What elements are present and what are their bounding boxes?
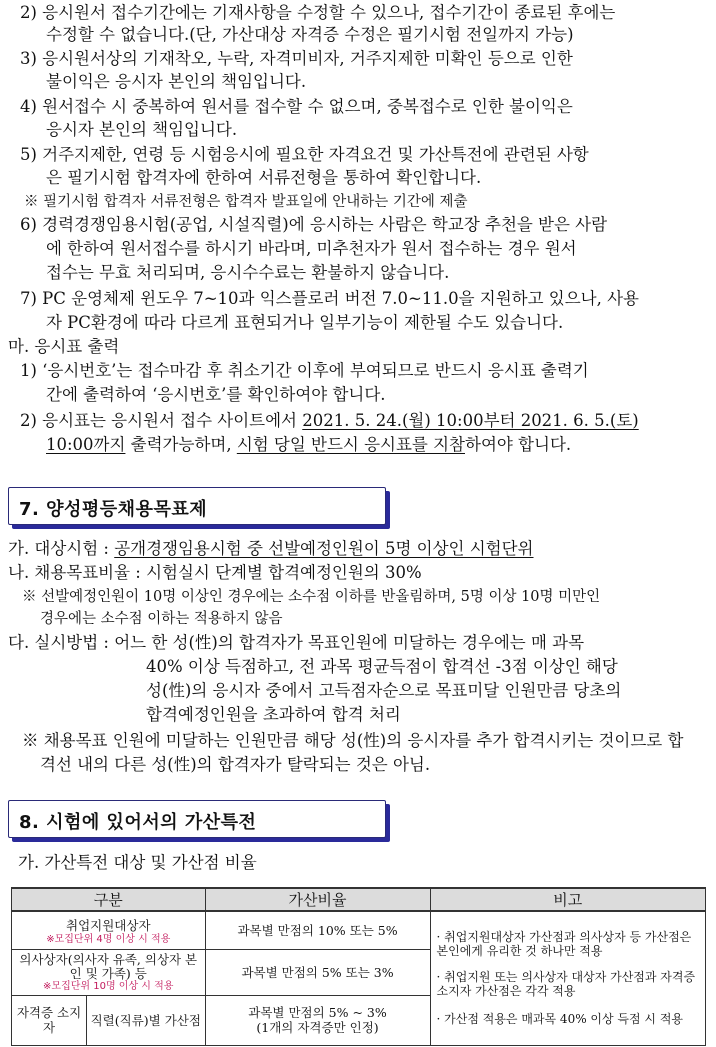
print-item-2-text-b: 출력가능하며,: [125, 435, 237, 454]
table-row: [12, 911, 706, 949]
item-7-line-2: 자 PC환경에 따라 다르게 표현되거나 일부기능이 제한될 수도 있습니다.: [46, 313, 564, 332]
section-ma-heading: 마. 응시표 출력: [8, 337, 120, 356]
section-7-note-2: 격선 내의 다른 성(性)의 합격자가 탈락되는 것은 아님.: [40, 755, 431, 774]
target-ratio-line: 나. 채용목표비율 : 시험실시 단계별 합격예정인원의 30%: [8, 563, 422, 582]
col-header-rate: 가산비율: [205, 888, 430, 911]
section-7-title: 7. 양성평등채용목표제: [19, 499, 208, 520]
method-line-1: 다. 실시방법 : 어느 한 성(性)의 합격자가 목표인원에 미달하는 경우에는 매 과목: [8, 633, 585, 652]
item-7-line-1: 7) PC 운영체제 윈도우 7~10과 익스플로러 버전 7.0~11.0을 지원하고 있으나, 사용: [20, 289, 639, 308]
print-item-2-line-1: [20, 410, 639, 432]
item-6-line-1: 6) 경력경쟁임용시험(공업, 시설직렬)에 응시하는 사람은 학교장 추천을 받은 사람: [20, 215, 608, 234]
target-exam-value: 공개경쟁임용시험 중 선발예정인원이 5명 이상인 시험단위: [114, 539, 534, 558]
remark-3: · 가산점 적용은 매과목 40% 이상 득점 시 적용: [436, 1012, 684, 1027]
print-period-end: 10:00까지: [46, 435, 126, 454]
col-header-category: 구분: [12, 888, 206, 911]
certificate-rate-note: (1개의 자격증만 인정): [256, 1020, 379, 1035]
ratio-note-1: ※ 선발예정인원이 10명 이상인 경우에는 소수점 이하를 반올림하며, 5명 이상 10명 미만인: [22, 589, 601, 605]
cell-remarks: [430, 911, 705, 1045]
cell-employment-support-rate: 과목별 만점의 10% 또는 5%: [205, 911, 430, 949]
remark-1: · 취업지원대상자 가산점과 의사상자 등 가산점은 본인에게 유리한 것 하나만 적용: [436, 930, 692, 959]
col-header-remarks: 비고: [430, 888, 705, 911]
item-5-line-1: 5) 거주지제한, 연령 등 시험응시에 필요한 자격요건 및 가산특전에 관련된 사항: [20, 145, 589, 164]
item-5-note: ※ 필기시험 합격자 서류전형은 합격자 발표일에 안내하는 기간에 제출: [24, 194, 468, 210]
section-7-header: [8, 487, 386, 525]
print-item-2-text-c: 하여야 합니다.: [465, 435, 572, 454]
certificate-rate-value: 과목별 만점의 5% ~ 3%: [248, 1005, 387, 1020]
item-3-line-1: 3) 응시원서상의 기재착오, 누락, 자격미비자, 거주지제한 미확인 등으로 인한: [20, 49, 573, 68]
item-2-line-2: 수정할 수 없습니다.(단, 가산대상 자격증 수정은 필기시험 전일까지 가능): [46, 25, 574, 44]
item-4-line-2: 응시자 본인의 책임입니다.: [46, 120, 238, 139]
print-item-1-line-1: 1) ‘응시번호’는 접수마감 후 취소기간 이후에 부여되므로 반드시 응시표 출력기: [20, 361, 589, 380]
method-line-3: 성(性)의 응시자 중에서 고득점자순으로 목표미달 인원만큼 당초의: [146, 681, 622, 700]
bonus-subheading: 가. 가산특전 대상 및 가산점 비율: [18, 853, 257, 872]
bring-admission-ticket: 시험 당일 반드시 응시표를 지참: [236, 435, 465, 454]
item-6-line-3: 접수는 무효 처리되며, 응시수수료는 환불하지 않습니다.: [46, 263, 450, 282]
target-exam-line: [8, 538, 534, 560]
method-line-4: 합격예정인원을 초과하여 합격 처리: [146, 705, 401, 724]
bonus-table: [11, 887, 706, 1046]
employment-support-label: 취업지원대상자: [66, 917, 151, 933]
section-7-note-1: ※ 채용목표 인원에 미달하는 인원만큼 해당 성(性)의 응시자를 추가 합격시키는 것이므로 합: [22, 731, 684, 750]
item-4-line-1: 4) 원서접수 시 중복하여 원서를 접수할 수 없으며, 중복접수로 인한 불이익은: [20, 97, 573, 116]
print-item-1-line-2: 간에 출력하여 ‘응시번호’를 확인하여야 합니다.: [46, 385, 386, 404]
cell-certificate-holder: 자격증 소지자: [12, 995, 87, 1045]
print-period-start: 2021. 5. 24.(월) 10:00부터 2021. 6. 5.(토): [302, 411, 639, 430]
cell-employment-support: [12, 911, 206, 949]
cell-certificate-rate: [205, 995, 430, 1045]
cell-injured-persons-rate: 과목별 만점의 5% 또는 3%: [205, 949, 430, 995]
remark-2: · 취업지원 또는 의사상자 대상자 가산점과 자격증 소지자 가산점은 각각 적용: [436, 970, 696, 999]
item-3-line-2: 불이익은 응시자 본인의 책임입니다.: [46, 72, 307, 91]
ratio-note-2: 경우에는 소수점 이하는 적용하지 않음: [40, 611, 283, 627]
item-6-line-2: 에 한하여 원서접수를 하시기 바라며, 미추천자가 원서 접수하는 경우 원서: [46, 239, 577, 258]
injured-persons-condition: ※모집단위 10명 이상 시 적용: [43, 980, 174, 992]
cell-certificate-type: 직렬(직류)별 가산점: [87, 995, 206, 1045]
section-8-header: [8, 800, 386, 838]
print-item-2-text-a: 2) 응시표는 응시원서 접수 사이트에서: [20, 411, 303, 430]
method-line-2: 40% 이상 득점하고, 전 과목 평균득점이 합격선 -3점 이상인 해당: [146, 657, 618, 676]
cell-injured-persons: [12, 949, 206, 995]
injured-persons-label: 의사상자(의사자 유족, 의상자 본인 및 가족) 등: [19, 951, 198, 981]
item-5-line-2: 은 필기시험 합격자에 한하여 서류전형을 통하여 확인합니다.: [46, 168, 482, 187]
section-8-title: 8. 시험에 있어서의 가산특전: [19, 812, 257, 833]
target-exam-label: 가. 대상시험 :: [8, 539, 115, 558]
employment-support-condition: ※모집단위 4명 이상 시 적용: [46, 933, 171, 945]
print-item-2-line-2: [46, 434, 571, 456]
item-2-line-1: 2) 응시원서 접수기간에는 기재사항을 수정할 수 있으나, 접수기간이 종료된 후에는: [20, 3, 616, 22]
